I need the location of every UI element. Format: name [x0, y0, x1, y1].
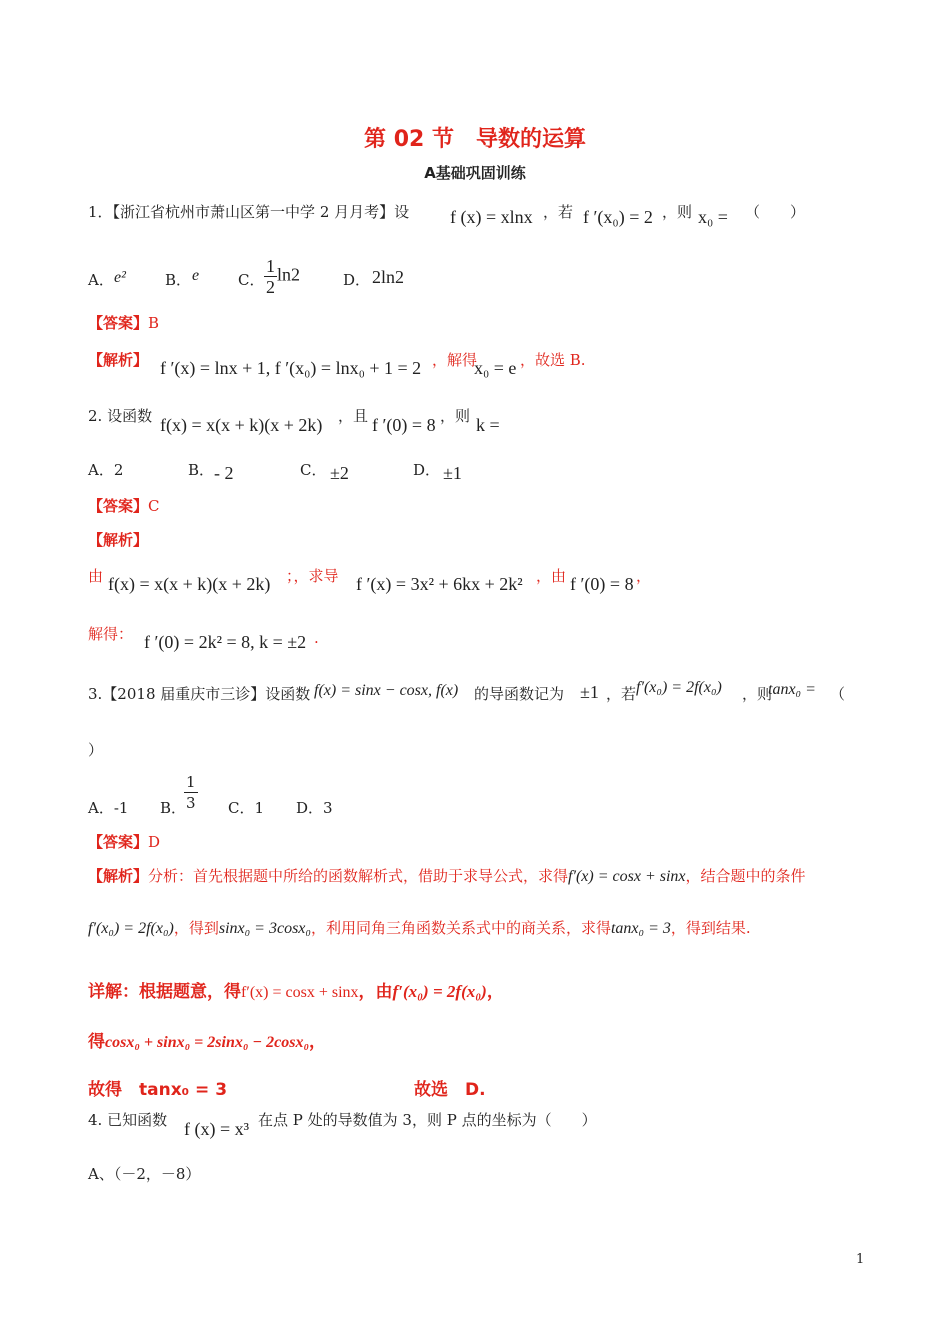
q3-option-d: D．3 — [296, 799, 333, 817]
q2-analysis-from: 由 — [88, 567, 104, 585]
q3-detail-line2 — [88, 1030, 326, 1054]
q1-option-b: e — [192, 267, 200, 284]
q1-paren: （ ） — [745, 203, 806, 221]
q2-analysis-result: f ′(0) = 2k² = 8, k = ±2 — [144, 632, 307, 652]
q1-answer-label: 【答案】 — [88, 314, 149, 332]
q1-answer-value: B — [148, 314, 160, 332]
q3-condition: f′(x₀) = 2f(x₀) — [636, 679, 722, 696]
q3-if: ，若 — [606, 685, 637, 703]
q1-option-d: 2ln2 — [372, 267, 405, 287]
q1-option-a-label: A． — [88, 271, 114, 289]
q2-option-a: A．2 — [88, 461, 124, 479]
q3-option-b-numerator: 1 — [186, 773, 196, 791]
q3-option-b — [184, 772, 198, 813]
q2-analysis-derive: ；，求导 — [286, 567, 339, 585]
q2-analysis-function: f(x) = x(x + k)(x + 2k) — [108, 574, 271, 594]
q1-option-d-label: D． — [343, 271, 371, 289]
q3-paren-open: （ — [830, 685, 846, 703]
q3-analysis-text-b: ，结合题中的条件 — [685, 867, 806, 885]
q3-analysis-text-a: 分析：首先根据题中所给的函数解析式，借助于求导公式，求得 — [148, 867, 569, 885]
q1-option-c-denominator: 2 — [266, 277, 275, 297]
q3-detail-text-d: 得 — [88, 1032, 105, 1052]
q2-then: ，则 — [440, 407, 471, 425]
q3-option-b-label: B． — [160, 799, 187, 817]
q2-condition: f ′(0) = 8 — [372, 415, 436, 435]
q3-cut-line — [88, 1078, 508, 1100]
q3-detail-condition: f′(x₀) = 2f(x₀) — [392, 982, 487, 1001]
q3-pm: ±1 — [580, 682, 599, 702]
q2-analysis-solved: 解得： — [88, 625, 134, 643]
q1-then: ，则 — [662, 203, 693, 221]
q3-answer — [88, 832, 160, 852]
q1-option-a: e² — [114, 269, 126, 286]
q2-analysis-condition: f ′(0) = 8 — [570, 574, 634, 594]
q1-option-c — [264, 256, 300, 297]
q3-analysis-text-c: ，得到 — [173, 919, 219, 937]
q2-analysis-by: ，由 — [536, 567, 567, 585]
q3-option-c: C．1 — [228, 799, 265, 817]
q2-option-b: - 2 — [214, 463, 234, 483]
q4-stem: 4. 已知函数 — [88, 1111, 168, 1129]
q4-option-a: A、（－2，－8） — [88, 1165, 201, 1183]
q2-answer — [88, 496, 160, 516]
q1-analysis-solved: ，解得 — [432, 351, 478, 369]
q3-answer-label: 【答案】 — [88, 833, 149, 851]
q2-option-d-label: D． — [413, 461, 441, 479]
q3-detail-text-b: ，由 — [358, 982, 393, 1002]
q3-detail-text-c: ， — [486, 982, 504, 1002]
q3-analysis-condition: f′(x₀) = 2f(x₀) — [88, 920, 174, 937]
q1-condition: f ′(x₀) = 2 — [583, 207, 653, 227]
q2-answer-value: C — [148, 497, 160, 515]
q1-ask: x₀ = — [698, 207, 728, 227]
q1-if: ，若 — [543, 203, 574, 221]
q3-analysis-derivative: f′(x) = cosx + sinx — [568, 868, 686, 885]
q1-answer — [88, 313, 159, 333]
q3-analysis-relation: sinx₀ = 3cosx₀ — [218, 920, 311, 937]
q3-then: ，则 — [742, 685, 773, 703]
q1-stem: 1．【浙江省杭州市萧山区第一中学 2 月月考】设 — [88, 203, 410, 221]
q3-detail-line1 — [88, 980, 504, 1004]
q3-answer-value: D — [148, 833, 161, 851]
q3-analysis-line2 — [88, 918, 751, 939]
q2-option-d: ±1 — [443, 463, 462, 483]
q4-rest: 在点 P 处的导数值为 3，则 P 点的坐标为（ ） — [258, 1111, 597, 1129]
q3-ask: tanx₀ = — [768, 681, 816, 698]
q3-stem: 3.【2018 届重庆市三诊】设函数 — [88, 685, 311, 703]
q1-function: f (x) = xlnx — [450, 207, 533, 227]
q3-function: f(x) = sinx − cosx, f(x) — [314, 682, 459, 699]
q1-analysis-label: 【解析】 — [88, 351, 149, 369]
q2-analysis-comma: ， — [636, 567, 652, 585]
q3-option-b-denominator: 3 — [186, 794, 196, 812]
q3-analysis-line1 — [88, 866, 806, 887]
page-title: 第 02 节 导数的运算 — [364, 127, 586, 152]
q1-option-c-numerator: 1 — [266, 256, 275, 276]
q2-answer-label: 【答案】 — [88, 497, 149, 515]
q2-stem: 2. 设函数 — [88, 407, 153, 425]
q2-option-c: ±2 — [330, 463, 349, 483]
q3-detail-text-e: ， — [309, 1032, 327, 1052]
q3-analysis-text-e: ，得到结果. — [670, 919, 751, 937]
q3-option-a: A．-1 — [88, 799, 129, 817]
q3-paren-close: ） — [88, 741, 104, 759]
q1-analysis-result: x₀ = e — [474, 358, 517, 378]
q2-analysis-derivative: f ′(x) = 3x² + 6kx + 2k² — [356, 574, 523, 594]
q2-analysis-period: . — [314, 629, 319, 647]
q2-option-b-label: B． — [188, 461, 215, 479]
q3-detail-derivative: f′(x) = cosx + sinx — [241, 984, 359, 1001]
q3-analysis-tan: tanx₀ = 3 — [610, 920, 671, 937]
page-number: 1 — [856, 1252, 865, 1267]
q1-analysis-end: ，故选 B. — [520, 351, 586, 369]
q3-cut-text: 故得 tanx₀ = 3 故选 D. — [88, 1080, 486, 1100]
q2-function: f(x) = x(x + k)(x + 2k) — [160, 415, 323, 435]
q1-option-b-label: B． — [165, 271, 192, 289]
q3-analysis-label: 【解析】 — [88, 867, 149, 885]
q4-function: f (x) = x³ — [184, 1119, 250, 1139]
q2-analysis-label: 【解析】 — [88, 531, 149, 549]
q2-option-c-label: C． — [300, 461, 327, 479]
q3-mid: 的导函数记为 — [474, 685, 565, 703]
section-subtitle: A基础巩固训练 — [424, 164, 526, 182]
q3-detail-equation: cosx₀ + sinx₀ = 2sinx₀ − 2cosx₀ — [105, 1034, 310, 1051]
q1-option-c-label: C． — [238, 271, 265, 289]
q1-analysis-math: f ′(x) = lnx + 1, f ′(x₀) = lnx₀ + 1 = 2 — [160, 358, 422, 378]
q2-ask: k = — [476, 415, 500, 435]
q2-and: ，且 — [338, 407, 369, 425]
q1-option-c-rest: ln2 — [277, 264, 301, 285]
q3-analysis-text-d: ，利用同角三角函数关系式中的商关系，求得 — [310, 919, 611, 937]
q3-detail-text-a: 详解：根据题意，得 — [88, 982, 241, 1002]
